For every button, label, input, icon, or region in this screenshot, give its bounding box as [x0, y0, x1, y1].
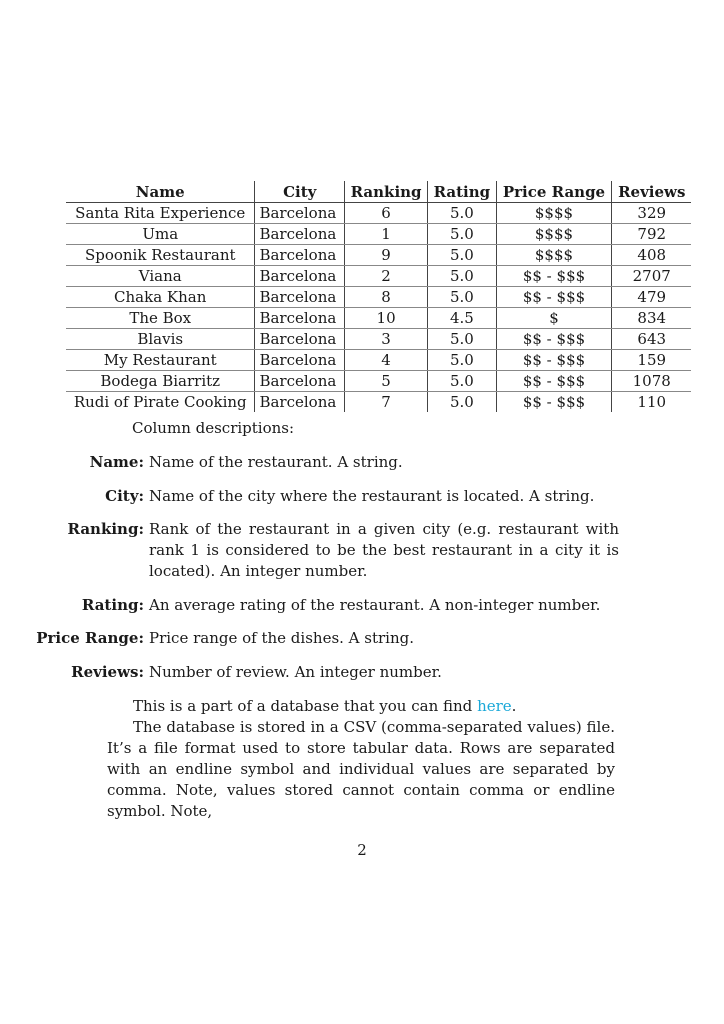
cell-ranking: 8	[344, 287, 427, 308]
description-term: Reviews:	[71, 663, 144, 681]
cell-price-range: $$ - $$$	[496, 329, 612, 350]
cell-city: Barcelona	[255, 329, 344, 350]
cell-city: Barcelona	[255, 287, 344, 308]
header-price-range: Price Range	[496, 181, 612, 203]
cell-city: Barcelona	[255, 224, 344, 245]
cell-reviews: 110	[637, 392, 667, 411]
description-term: Rating:	[81, 596, 144, 614]
cell-name: Blavis	[66, 329, 255, 350]
cell-reviews: 159	[612, 350, 691, 371]
cell-ranking: 10	[344, 308, 427, 329]
description-term: Name:	[89, 453, 144, 471]
cell-reviews: 2707	[612, 266, 691, 287]
cell-rating: 5.0	[428, 350, 496, 371]
cell-price-range: $$ - $$$	[496, 350, 612, 371]
header-rating: Rating	[428, 181, 496, 203]
cell-ranking: 1	[344, 224, 427, 245]
table-row	[66, 224, 691, 245]
table-row	[66, 308, 691, 329]
paragraph-csv: The database is stored in a CSV (comma-separated values) file. It’s a file format used to store tabular data. Rows are separated with an endline symbol and individual values are separated by comma. Note, values stored cannot contain comma or endline symbol. Note,	[107, 718, 615, 820]
cell-ranking: 4	[344, 350, 427, 371]
cell-name: Santa Rita Experience	[66, 203, 255, 224]
cell-reviews: 643	[612, 329, 691, 350]
cell-rating: 5.0	[428, 329, 496, 350]
cell-reviews: 792	[612, 224, 691, 245]
description-term: Ranking:	[67, 520, 144, 538]
cell-price-range: $$ - $$$	[496, 392, 612, 413]
description-body: Rank of the restaurant in a given city (e.g. restaurant with rank 1 is considered to be the best restaurant in a city it is located). An integer number.	[149, 520, 619, 580]
cell-price-range: $$ - $$$	[496, 287, 612, 308]
here-link[interactable]: here	[477, 697, 512, 715]
header-city: City	[255, 181, 344, 203]
description-term: Price Range:	[36, 629, 144, 647]
cell-name: Bodega Biarritz	[66, 371, 255, 392]
cell-rating: 5.0	[428, 371, 496, 392]
cell-rating: 5.0	[428, 224, 496, 245]
page-number: 2	[357, 841, 367, 859]
cell-price-range: $	[496, 308, 612, 329]
cell-name: The Box	[66, 308, 255, 329]
cell-ranking: 5	[344, 371, 427, 392]
table-row	[66, 350, 691, 371]
cell-price-range: $$$$	[496, 224, 612, 245]
cell-ranking: 9	[344, 245, 427, 266]
cell-reviews: 479	[612, 287, 691, 308]
table-row	[66, 203, 691, 224]
description-term: City:	[105, 487, 144, 505]
table-header-row	[66, 181, 691, 203]
cell-rating: 5.0	[428, 245, 496, 266]
cell-rating: 5.0	[428, 392, 496, 413]
cell-name: Rudi of Pirate Cooking	[66, 392, 255, 413]
cell-reviews: 329	[612, 203, 691, 224]
restaurant-table	[66, 181, 691, 412]
cell-ranking: 7	[344, 392, 427, 413]
cell-reviews: 834	[612, 308, 691, 329]
description-body: Name of the restaurant. A string.	[149, 453, 403, 471]
cell-city: Barcelona	[255, 203, 344, 224]
cell-name: Spoonik Restaurant	[66, 245, 255, 266]
cell-name: My Restaurant	[66, 350, 255, 371]
description-body: Price range of the dishes. A string.	[149, 629, 415, 647]
cell-rating: 5.0	[428, 287, 496, 308]
cell-rating: 4.5	[428, 308, 496, 329]
description-body: An average rating of the restaurant. A non-integer number.	[149, 596, 601, 614]
cell-rating: 5.0	[428, 203, 496, 224]
column-descriptions-title: Column descriptions:	[132, 419, 295, 437]
cell-price-range: $$ - $$$	[496, 371, 612, 392]
paragraph-text: This is a part of a database that you can find	[133, 697, 478, 715]
cell-city: Barcelona	[255, 392, 344, 413]
cell-city: Barcelona	[255, 371, 344, 392]
cell-city: Barcelona	[255, 266, 344, 287]
table-row	[66, 392, 691, 413]
cell-name: Chaka Khan	[66, 287, 255, 308]
table-row	[66, 329, 691, 350]
cell-reviews: 1078	[612, 371, 691, 392]
header-reviews: Reviews	[612, 181, 691, 203]
cell-reviews: 408	[612, 245, 691, 266]
cell-price-range: $$ - $$$	[496, 266, 612, 287]
header-ranking: Ranking	[344, 181, 427, 203]
table-row	[66, 371, 691, 392]
cell-ranking: 2	[344, 266, 427, 287]
cell-city: Barcelona	[255, 350, 344, 371]
cell-ranking: 6	[344, 203, 427, 224]
cell-ranking: 3	[344, 329, 427, 350]
table-row	[66, 287, 691, 308]
cell-name: Viana	[66, 266, 255, 287]
paragraph-database-intro	[107, 696, 615, 717]
cell-city: Barcelona	[255, 245, 344, 266]
paragraph-text: .	[511, 697, 517, 715]
cell-price-range: $$$$	[496, 203, 612, 224]
header-name: Name	[66, 181, 255, 203]
cell-city: Barcelona	[255, 308, 344, 329]
description-body: Number of review. An integer number.	[149, 663, 442, 681]
description-body: Name of the city where the restaurant is located. A string.	[149, 487, 595, 505]
cell-price-range: $$$$	[496, 245, 612, 266]
cell-rating: 5.0	[428, 266, 496, 287]
body-text	[107, 696, 615, 822]
cell-name: Uma	[66, 224, 255, 245]
table-row	[66, 245, 691, 266]
table-row	[66, 266, 691, 287]
